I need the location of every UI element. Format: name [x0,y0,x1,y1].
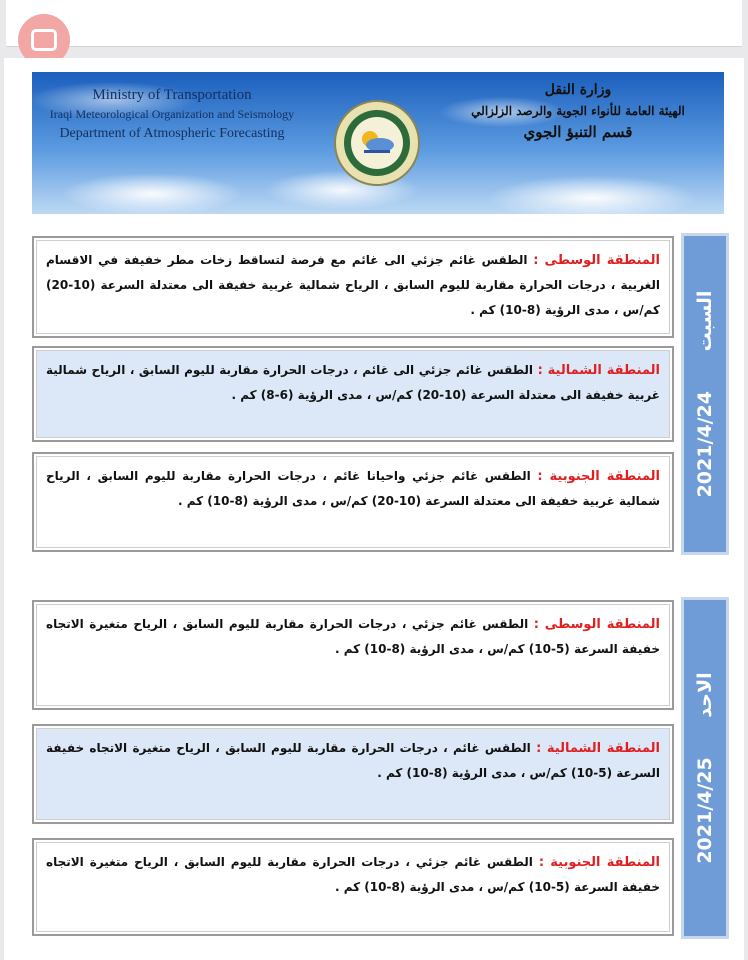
day-name: الاحد [694,672,716,718]
region-north [32,346,674,442]
region-label: المنطقة الشمالية : [536,741,661,756]
region-forecast-text: الطقس غائم ، درجات الحرارة مقاربة لليوم السابق ، الرياح متغيرة الاتجاه خفيفة السرعة (5-10) كم/س ، مدى الرؤية (8-10) كم . [46,741,660,780]
region-forecast-text: الطقس غائم جزئي واحيانا غائم ، درجات الحرارة مقاربة لليوم السابق ، الرياح شمالية غربية خفيفة الى معتدلة السرعة (10-20) كم/س ، مدى الرؤية (8-10) كم . [46,469,660,508]
region-north [32,724,674,824]
region-label: المنطقة الوسطى : [533,253,660,268]
department-name-ar: قسم التنبؤ الجوي [523,123,633,141]
region-central [32,600,674,710]
date-label [694,291,716,498]
date-bar [684,600,726,936]
date-label [694,672,716,863]
region-south [32,838,674,936]
region-label: المنطقة الجنوبية : [538,855,660,870]
date-value: 2021/4/25 [694,757,716,864]
region-label: المنطقة الشمالية : [537,363,661,378]
header-banner [32,72,724,214]
date-value: 2021/4/24 [694,391,716,498]
forecast-page [4,58,744,960]
organization-logo [334,100,420,186]
day-section-saturday [32,236,728,554]
ministry-name-en: Ministry of Transportation [92,87,252,103]
region-label: المنطقة الجنوبية : [537,469,660,484]
organization-name-en: Iraqi Meteorological Organization and Seismology [49,107,295,121]
banner-arabic [458,80,698,143]
region-forecast-text: الطقس غائم جزئي ، درجات الحرارة مقاربة لليوم السابق ، الرياح متغيرة الاتجاه خفيفة السرعة (5-10) كم/س ، مدى الرؤية (8-10) كم . [46,855,660,894]
organization-name-ar: الهيئة العامة للأنواء الجوية والرصد الزلزالي [471,104,685,118]
top-card [6,0,742,47]
region-forecast-text: الطقس غائم جزئي ، درجات الحرارة مقاربة لليوم السابق ، الرياح متغيرة الاتجاه خفيفة السرعة (5-10) كم/س ، مدى الرؤية (8-10) كم . [46,617,660,656]
date-bar [684,236,726,552]
day-name: السبت [694,290,716,352]
region-forecast-text: الطقس غائم جزئي الى غائم مع فرصة لتساقط زخات مطر خفيفة في الاقسام الغربية ، درجات الحرارة مقاربة لليوم السابق ، الرياح شمالية غربية خفيفة الى معتدلة السرعة (10-20) كم/س ، مدى الرؤية (8-10) كم . [46,253,660,317]
region-central [32,236,674,338]
banner-english [32,86,312,143]
ministry-name-ar: وزارة النقل [544,82,612,98]
region-label: المنطقة الوسطى : [533,617,660,632]
department-name-en: Department of Atmospheric Forecasting [59,126,285,141]
stop-icon [31,29,57,51]
day-section-sunday [32,600,728,938]
region-forecast-text: الطقس غائم جزئي الى غائم ، درجات الحرارة مقاربة لليوم السابق ، الرياح شمالية غربية خفيفة الى معتدلة السرعة (10-20) كم/س ، مدى الرؤية (6-8) كم . [46,363,660,402]
region-south [32,452,674,552]
